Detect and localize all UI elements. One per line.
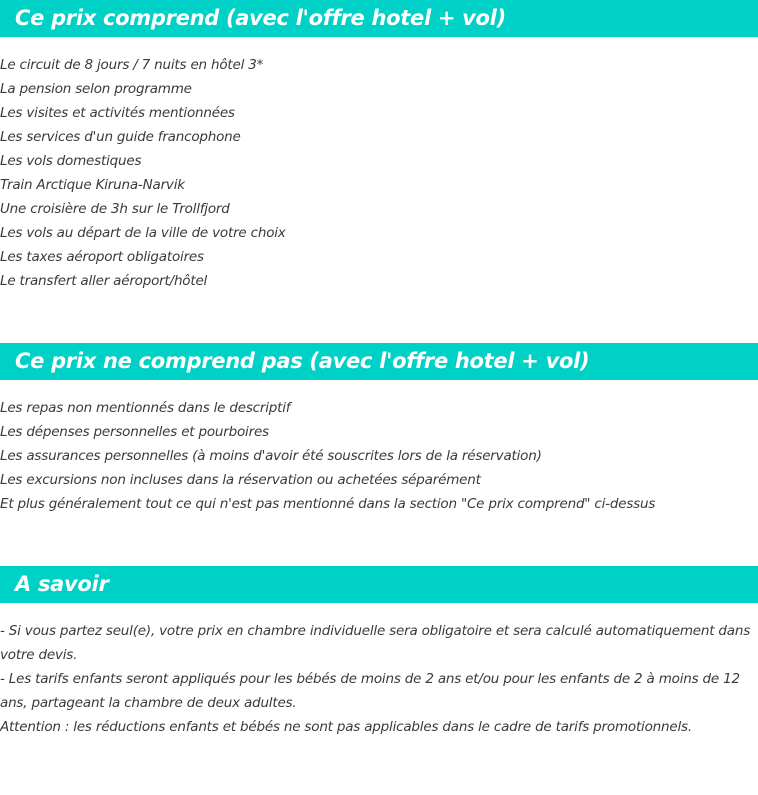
included-list	[0, 53, 758, 293]
list-item: Les visites et activités mentionnées	[0, 105, 235, 121]
list-item: Train Arctique Kiruna-Narvik	[0, 177, 185, 193]
section-header-a-savoir	[0, 566, 758, 603]
list-item: Les excursions non incluses dans la réservation ou achetées séparément	[0, 472, 481, 488]
info-paragraph: - Si vous partez seul(e), votre prix en chambre individuelle sera obligatoire et sera calculé automatiquement dans votre devis.	[0, 623, 751, 663]
list-item: Les assurances personnelles (à moins d'avoir été souscrites lors de la réservation)	[0, 448, 542, 464]
list-item: Les vols domestiques	[0, 153, 142, 169]
list-item: Les taxes aéroport obligatoires	[0, 249, 204, 265]
list-item: Et plus généralement tout ce qui n'est pas mentionné dans la section "Ce prix comprend" ci-dessus	[0, 496, 656, 512]
info-paragraph: - Les tarifs enfants seront appliqués pour les bébés de moins de 2 ans et/ou pour les enfants de 2 à moins de 12 ans, partageant la chambre de deux adultes.	[0, 671, 740, 711]
list-item: Le transfert aller aéroport/hôtel	[0, 273, 208, 289]
list-item: La pension selon programme	[0, 81, 192, 97]
section-title-included: Ce prix comprend (avec l'offre hotel + vol)	[15, 6, 506, 30]
section-header-not-included	[0, 343, 758, 380]
list-item: Les services d'un guide francophone	[0, 129, 241, 145]
info-paragraph: Attention : les réductions enfants et bébés ne sont pas applicables dans le cadre de tarifs promotionnels.	[0, 719, 692, 735]
list-item: Les repas non mentionnés dans le descriptif	[0, 400, 291, 416]
section-header-included	[0, 0, 758, 37]
list-item: Une croisière de 3h sur le Trollfjord	[0, 201, 230, 217]
not-included-list	[0, 396, 758, 516]
list-item: Le circuit de 8 jours / 7 nuits en hôtel 3*	[0, 57, 264, 73]
section-title-a-savoir: A savoir	[15, 572, 109, 596]
list-item: Les vols au départ de la ville de votre choix	[0, 225, 286, 241]
a-savoir-text	[0, 619, 752, 739]
list-item: Les dépenses personnelles et pourboires	[0, 424, 269, 440]
section-title-not-included: Ce prix ne comprend pas (avec l'offre hotel + vol)	[15, 349, 590, 373]
